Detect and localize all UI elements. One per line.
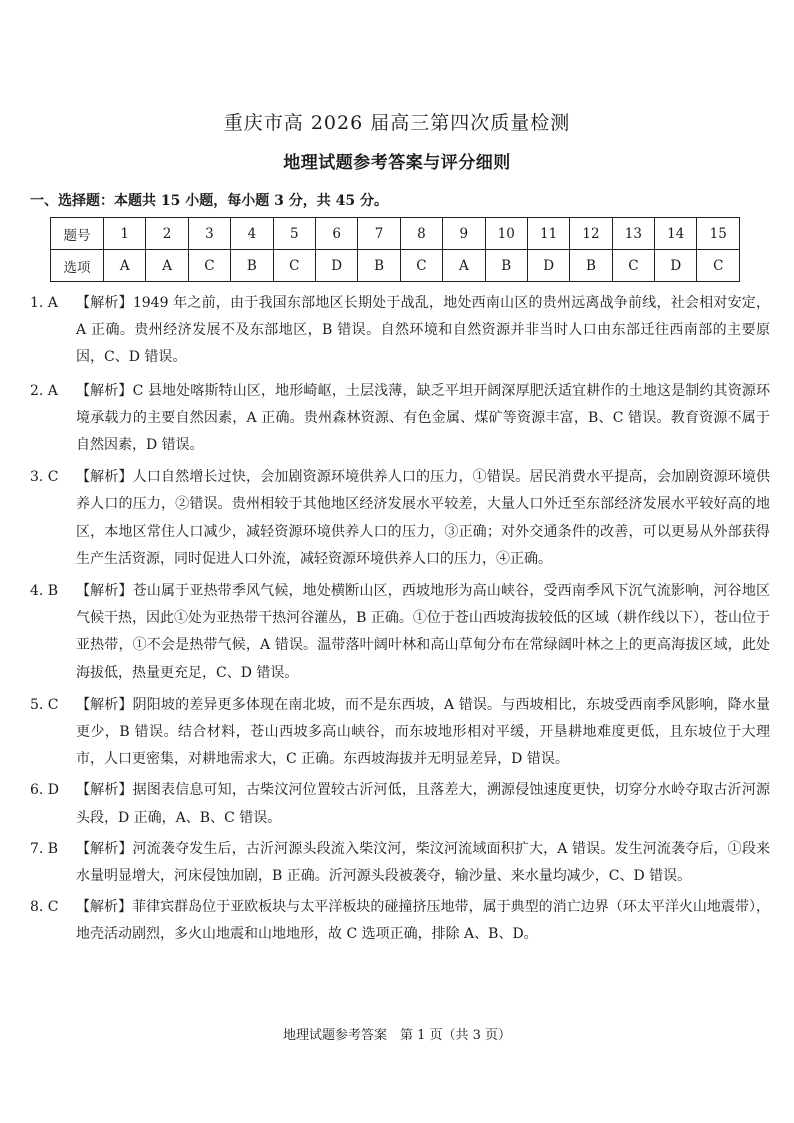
answer-option: A — [104, 250, 146, 282]
answer-option: A — [443, 250, 485, 282]
answer-option: D — [527, 250, 569, 282]
question-number: 8 — [400, 218, 442, 250]
question-number: 9 — [443, 218, 485, 250]
document-subtitle: 地理试题参考答案与评分细则 — [283, 153, 511, 173]
answer-table — [50, 217, 740, 282]
explanation-item — [30, 836, 770, 890]
section-heading: 一、选择题：本题共 15 小题，每小题 3 分，共 45 分。 — [30, 193, 388, 209]
document-title: 重庆市高 2026 届高三第四次质量检测 — [223, 112, 571, 134]
question-number: 1 — [104, 218, 146, 250]
answer-option: C — [697, 250, 740, 282]
question-number: 15 — [697, 218, 740, 250]
explanation-item — [30, 378, 770, 460]
item-explanation: 【解析】人口自然增长过快，会加剧资源环境供养人口的压力，①错误。居民消费水平提高，会加剧资源环境供养人口的压力，②错误。贵州相较于其他地区经济发展水平较差，大量人口外迁至东部经济发展水平较好高的地区，本地区常住人口减少，减轻资源环境供养人口的压力，③正确；对外交通条件的改善，可以更易从外部获得生产生活资源，同时促进人口外流，减轻资源环境供养人口的压力，④正确。 — [76, 469, 770, 567]
question-number: 4 — [231, 218, 273, 250]
item-number: 7. B — [30, 840, 59, 857]
question-number: 7 — [358, 218, 400, 250]
explanation-item — [30, 894, 770, 948]
answer-option: D — [315, 250, 357, 282]
explanation-item — [30, 777, 770, 831]
row-label-answer: 选项 — [51, 250, 104, 282]
item-number: 8. C — [30, 899, 59, 916]
item-explanation: 【解析】1949 年之前，由于我国东部地区长期处于战乱，地处西南山区的贵州远离战争前线，社会相对安定，A 正确。贵州经济发展不及东部地区，B 错误。自然环境和自然资源并非当时人口由东部迁往西南部的主要原因，C、D 错误。 — [76, 295, 770, 366]
answer-option: C — [188, 250, 230, 282]
answer-row — [51, 250, 740, 282]
item-explanation: 【解析】C 县地处喀斯特山区，地形崎岖，土层浅薄，缺乏平坦开阔深厚肥沃适宜耕作的土地这是制约其资源环境承载力的主要自然因素，A 正确。贵州森林资源、有色金属、煤矿等资源丰富，B、C 错误。教育资源不属于自然因素，D 错误。 — [76, 382, 770, 454]
item-explanation: 【解析】菲律宾群岛位于亚欧板块与太平洋板块的碰撞挤压地带，属于典型的消亡边界（环太平洋火山地震带），地壳活动剧烈，多火山地震和山地地形，故 C 选项正确，排除 A、B、D。 — [76, 899, 770, 943]
item-number: 6. D — [30, 782, 60, 799]
explanation-item — [30, 692, 770, 774]
answer-option: C — [400, 250, 442, 282]
answer-option: D — [655, 250, 697, 282]
question-number: 11 — [527, 218, 569, 250]
question-number-row — [51, 218, 740, 250]
row-label-number: 题号 — [51, 218, 104, 250]
page-footer: 地理试题参考答案 第 1 页（共 3 页） — [282, 1028, 512, 1043]
question-number: 12 — [570, 218, 612, 250]
item-number: 1. A — [30, 295, 58, 311]
question-number: 5 — [273, 218, 315, 250]
question-number: 13 — [612, 218, 654, 250]
explanation-item — [30, 578, 770, 687]
explanation-list — [30, 290, 770, 949]
item-explanation: 【解析】河流袭夺发生后，古沂河源头段流入柴汶河，柴汶河流域面积扩大，A 错误。发生河流袭夺后，①段来水量明显增大，河床侵蚀加剧，B 正确。沂河源头段被袭夺，输沙量、来水量均减少，C、D 错误。 — [76, 840, 770, 885]
item-number: 2. A — [30, 382, 58, 399]
item-number: 4. B — [30, 583, 59, 600]
question-number: 3 — [188, 218, 230, 250]
item-number: 3. C — [30, 469, 59, 486]
answer-option: C — [273, 250, 315, 282]
answer-option: B — [485, 250, 527, 282]
question-number: 14 — [655, 218, 697, 250]
item-explanation: 【解析】据图表信息可知，古柴汶河位置较古沂河低，且落差大，溯源侵蚀速度更快，切穿分水岭夺取古沂河源头段，D 正确，A、B、C 错误。 — [76, 782, 770, 826]
explanation-item — [30, 290, 770, 372]
answer-option: A — [146, 250, 188, 282]
item-explanation: 【解析】苍山属于亚热带季风气候，地处横断山区，西坡地形为高山峡谷，受西南季风下沉气流影响，河谷地区气候干热，因此①处为亚热带干热河谷灌丛，B 正确。①位于苍山西坡海拔较低的区域（耕作线以下），苍山位于亚热带，①不会是热带气候，A 错误。温带落叶阔叶林和高山草甸分布在常绿阔叶林之上的更高海拔区域，此处海拔低，热量更充足，C、D 错误。 — [76, 583, 770, 681]
explanation-item — [30, 464, 770, 573]
question-number: 2 — [146, 218, 188, 250]
item-number: 5. C — [30, 696, 59, 713]
answer-option: B — [570, 250, 612, 282]
answer-option: B — [231, 250, 273, 282]
answer-option: C — [612, 250, 654, 282]
answer-option: B — [358, 250, 400, 282]
item-explanation: 【解析】阴阳坡的差异更多体现在南北坡，而不是东西坡，A 错误。与西坡相比，东坡受西南季风影响，降水量更少，B 错误。结合材料，苍山西坡多高山峡谷，而东坡地形相对平缓，开垦耕地难度更低，且东坡位于大理市，人口更密集，对耕地需求大，C 正确。东西坡海拔并无明显差异，D 错误。 — [76, 696, 770, 768]
question-number: 6 — [315, 218, 357, 250]
question-number: 10 — [485, 218, 527, 250]
